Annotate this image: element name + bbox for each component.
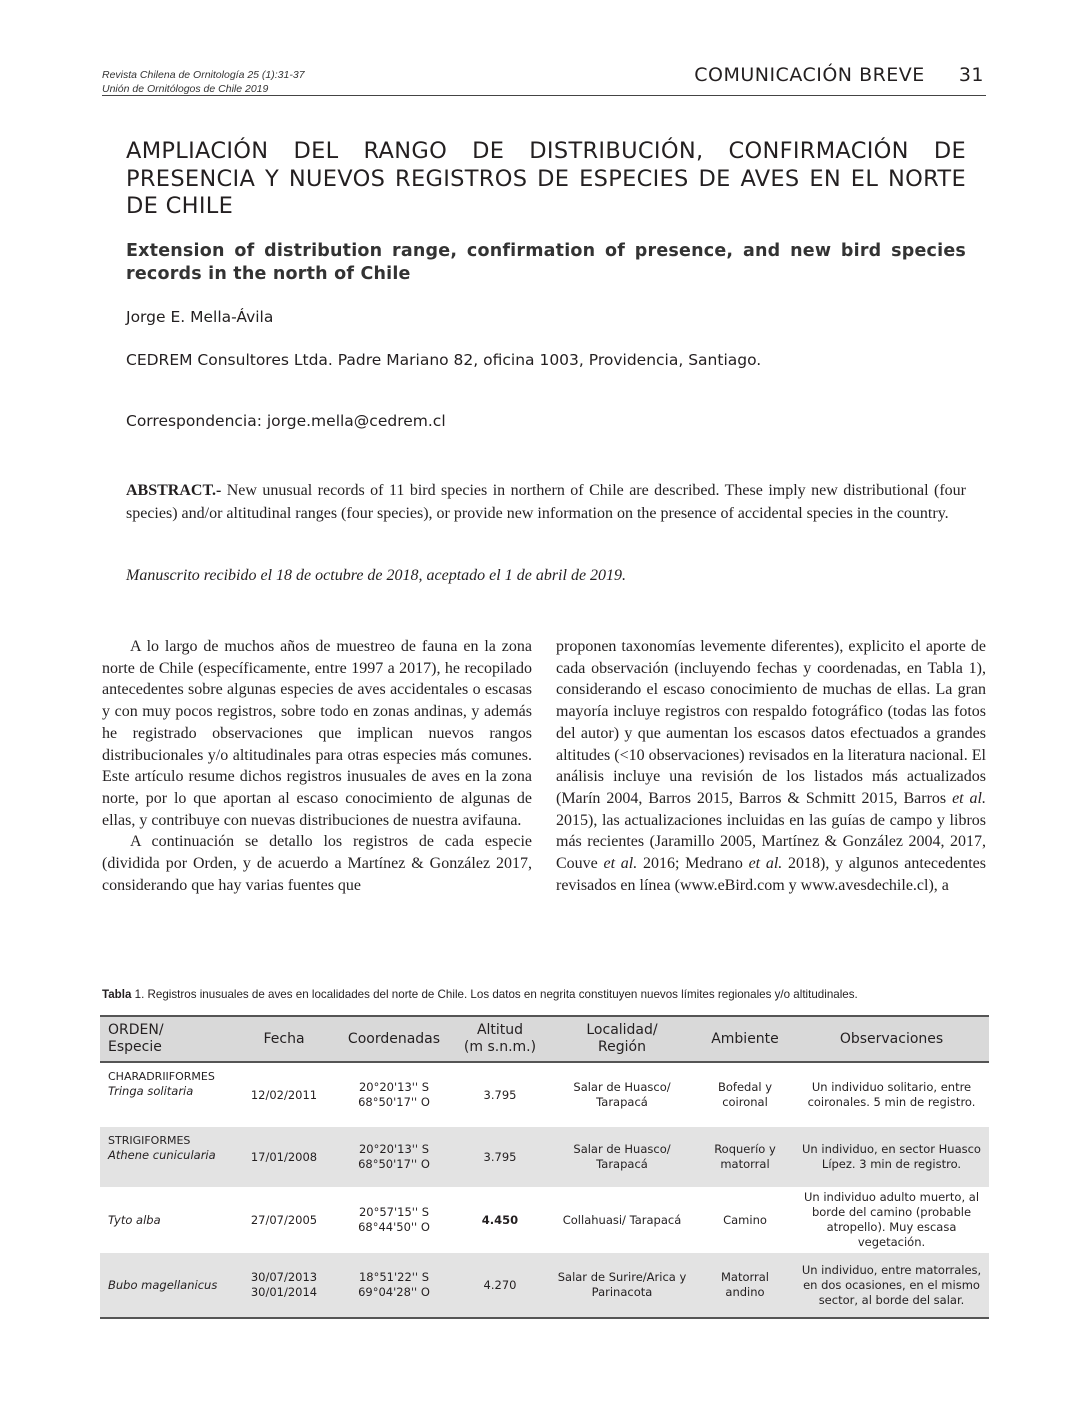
cell-fecha xyxy=(232,1253,336,1318)
cell-species xyxy=(100,1187,232,1253)
cell-fecha: 12/02/2011 xyxy=(250,1087,318,1102)
body-text: proponen taxonomías levemente diferentes), explicito el aporte de cada observación (incluyendo fechas y coordenadas, en Tabla 1), considerando el escaso conocimiento de muchas de ellas. La gran mayoría incluye registros con respaldo fotográfico (todas las fotos del autor) y que aumentan los escasos datos efectuados a grandes altitudes (<10 observaciones) revisados en la literatura nacional. El análisis incluye una revisión de los listados más actualizados (Marín 2004, Barros 2015, Barros & Schmitt 2015, Barros xyxy=(556,638,986,807)
col-header-localidad xyxy=(548,1016,696,1062)
coord-lat: 20°20'13'' S xyxy=(358,1080,430,1094)
col-header-altitud xyxy=(452,1016,548,1062)
table-row xyxy=(100,1253,989,1318)
cell-coords xyxy=(336,1127,452,1187)
abstract xyxy=(126,479,966,525)
col-header-observaciones: Observaciones xyxy=(794,1016,989,1062)
et-al: et al. xyxy=(952,789,986,807)
table-row xyxy=(100,1062,989,1127)
coord-lon: 68°44'50'' O xyxy=(358,1220,430,1234)
caption-text: 1. Registros inusuales de aves en localidades del norte de Chile. Los datos en negrita constituyen nuevos límites regionales y/o altitudinales. xyxy=(131,988,858,1001)
cell-altitud: 3.795 xyxy=(452,1127,548,1187)
body-column-right xyxy=(556,636,986,896)
header-localidad: Localidad/ xyxy=(586,1022,658,1038)
page-number: 31 xyxy=(958,64,984,86)
journal-line-2: Unión de Ornitólogos de Chile 2019 xyxy=(102,83,269,95)
author-name: Jorge E. Mella-Ávila xyxy=(126,308,274,326)
cell-altitud: 4.450 xyxy=(481,1212,519,1227)
coord-lon: 68°50'17'' O xyxy=(358,1157,430,1171)
order-name: STRIGIFORMES xyxy=(108,1134,191,1147)
header-region: Región xyxy=(598,1039,646,1055)
header-altitud-unit: (m s.n.m.) xyxy=(463,1039,537,1055)
coord-lat: 20°57'15'' S xyxy=(358,1205,430,1219)
coord-lon: 68°50'17'' O xyxy=(358,1095,430,1109)
table-row xyxy=(100,1187,989,1253)
abstract-text: New unusual records of 11 bird species in northern of Chile are described. These imply new distributional (four species) and/or altitudinal ranges (four species), or provide new information on the presence of accidental species in the country. xyxy=(126,482,966,522)
body-text: 2018), y algunos antecedentes revisados en línea (www.eBird.com y www.avesdechile.cl), a xyxy=(556,855,986,894)
col-header-ambiente: Ambiente xyxy=(696,1016,794,1062)
cell-observaciones: Un individuo adulto muerto, al borde del camino (probable atropello). Muy escasa vegetación. xyxy=(803,1190,980,1249)
coord-lon: 69°04'28'' O xyxy=(358,1285,430,1299)
order-name: CHARADRIIFORMES xyxy=(108,1070,215,1083)
table-caption xyxy=(102,988,858,1001)
cell-altitud: 3.795 xyxy=(483,1087,517,1102)
species-name: Bubo magellanicus xyxy=(108,1277,218,1292)
et-al: et al. xyxy=(603,855,638,873)
journal-line-1: Revista Chilena de Ornitología 25 (1):31-37 xyxy=(102,69,305,81)
species-name: Athene cunicularia xyxy=(108,1148,216,1162)
coord-lat: 20°20'13'' S xyxy=(358,1142,430,1156)
table-header-row xyxy=(100,1016,989,1062)
correspondence: Correspondencia: jorge.mella@cedrem.cl xyxy=(126,412,446,430)
cell-localidad: Salar de Huasco/ Tarapacá xyxy=(573,1080,671,1109)
cell-fecha: 17/01/2008 xyxy=(232,1127,336,1187)
header-altitud: Altitud xyxy=(476,1022,524,1038)
et-al: et al. xyxy=(748,855,783,873)
col-header-orden xyxy=(100,1016,232,1062)
coord-lat: 18°51'22'' S xyxy=(358,1270,430,1284)
received-date: Manuscrito recibido el 18 de octubre de 2018, aceptado el 1 de abril de 2019. xyxy=(126,567,627,584)
table-row xyxy=(100,1127,989,1187)
cell-coords xyxy=(336,1253,452,1318)
author-affiliation: CEDREM Consultores Ltda. Padre Mariano 82, oficina 1003, Providencia, Santiago. xyxy=(126,351,762,369)
cell-localidad: Salar de Huasco/ Tarapacá xyxy=(548,1127,696,1187)
body-text: 2016; Medrano xyxy=(637,855,749,873)
body-paragraph: A lo largo de muchos años de muestreo de fauna en la zona norte de Chile (específicamente, entre 1997 a 2017), he recopilado antecedentes sobre algunas especies de aves accidentales o escasas y con muy pocos registros, sobre todo en zonas andinas, y además he registrado observaciones que implican nuevos rangos distribucionales y/o altitudinales para otras especies más comunes. Este artículo resume dichos registros inusuales de aves en la zona norte, por lo que aportan al escaso conocimiento de algunas de ellas, y contribuye con nuevas distribuciones de nuestra avifauna. xyxy=(102,638,532,829)
section-header xyxy=(694,64,984,86)
cell-localidad: Salar de Surire/Arica y Parinacota xyxy=(548,1253,696,1318)
cell-localidad: Collahuasi/ Tarapacá xyxy=(562,1212,682,1227)
article-title: AMPLIACIÓN DEL RANGO DE DISTRIBUCIÓN, CONFIRMACIÓN DE PRESENCIA Y NUEVOS REGISTROS DE ESPECIES DE AVES EN EL NORTE DE CHILE xyxy=(126,138,966,219)
date-2: 30/01/2014 xyxy=(250,1285,318,1299)
species-name: Tyto alba xyxy=(108,1212,161,1227)
cell-observaciones: Un individuo, entre matorrales, en dos ocasiones, en el mismo sector, al borde del salar. xyxy=(794,1253,989,1318)
cell-ambiente: Bofedal y coironal xyxy=(717,1080,773,1109)
col-header-fecha: Fecha xyxy=(232,1016,336,1062)
cell-coords xyxy=(336,1062,452,1127)
article-subtitle: Extension of distribution range, confirmation of presence, and new bird species records in the north of Chile xyxy=(126,241,966,284)
body-paragraph: A continuación se detallo los registros de cada especie (dividida por Orden, y de acuerdo a Martínez & González 2017, considerando que hay varias fuentes que xyxy=(102,833,532,894)
records-table xyxy=(100,1015,989,1319)
section-label: COMUNICACIÓN BREVE xyxy=(694,64,925,86)
cell-observaciones: Un individuo, en sector Huasco Lípez. 3 min de registro. xyxy=(794,1127,989,1187)
species-name: Tringa solitaria xyxy=(108,1084,194,1098)
caption-label: Tabla xyxy=(102,988,132,1001)
abstract-label: ABSTRACT.- xyxy=(126,482,222,499)
cell-ambiente: Roquerío y matorral xyxy=(696,1127,794,1187)
date-1: 30/07/2013 xyxy=(250,1270,318,1284)
cell-altitud: 4.270 xyxy=(452,1253,548,1318)
col-header-coordenadas: Coordenadas xyxy=(336,1016,452,1062)
cell-species xyxy=(100,1127,232,1187)
cell-ambiente: Matorral andino xyxy=(696,1253,794,1318)
cell-species xyxy=(100,1062,232,1127)
cell-observaciones: Un individuo solitario, entre coironales. 5 min de registro. xyxy=(807,1080,976,1109)
header-especie: Especie xyxy=(108,1039,162,1055)
header-orden: ORDEN/ xyxy=(108,1022,164,1038)
header-rule xyxy=(102,95,986,96)
cell-ambiente: Camino xyxy=(723,1212,767,1227)
journal-citation xyxy=(102,68,305,96)
body-paragraph xyxy=(556,636,986,896)
body-text: 2015), las actualizaciones incluidas en las guías de campo y libros más recientes (Jaramillo 2005, Martínez & González 2004, 2017, Couve xyxy=(556,811,986,873)
cell-fecha: 27/07/2005 xyxy=(250,1212,318,1227)
cell-coords xyxy=(336,1187,452,1253)
body-column-left xyxy=(102,636,532,896)
cell-species xyxy=(100,1253,232,1318)
